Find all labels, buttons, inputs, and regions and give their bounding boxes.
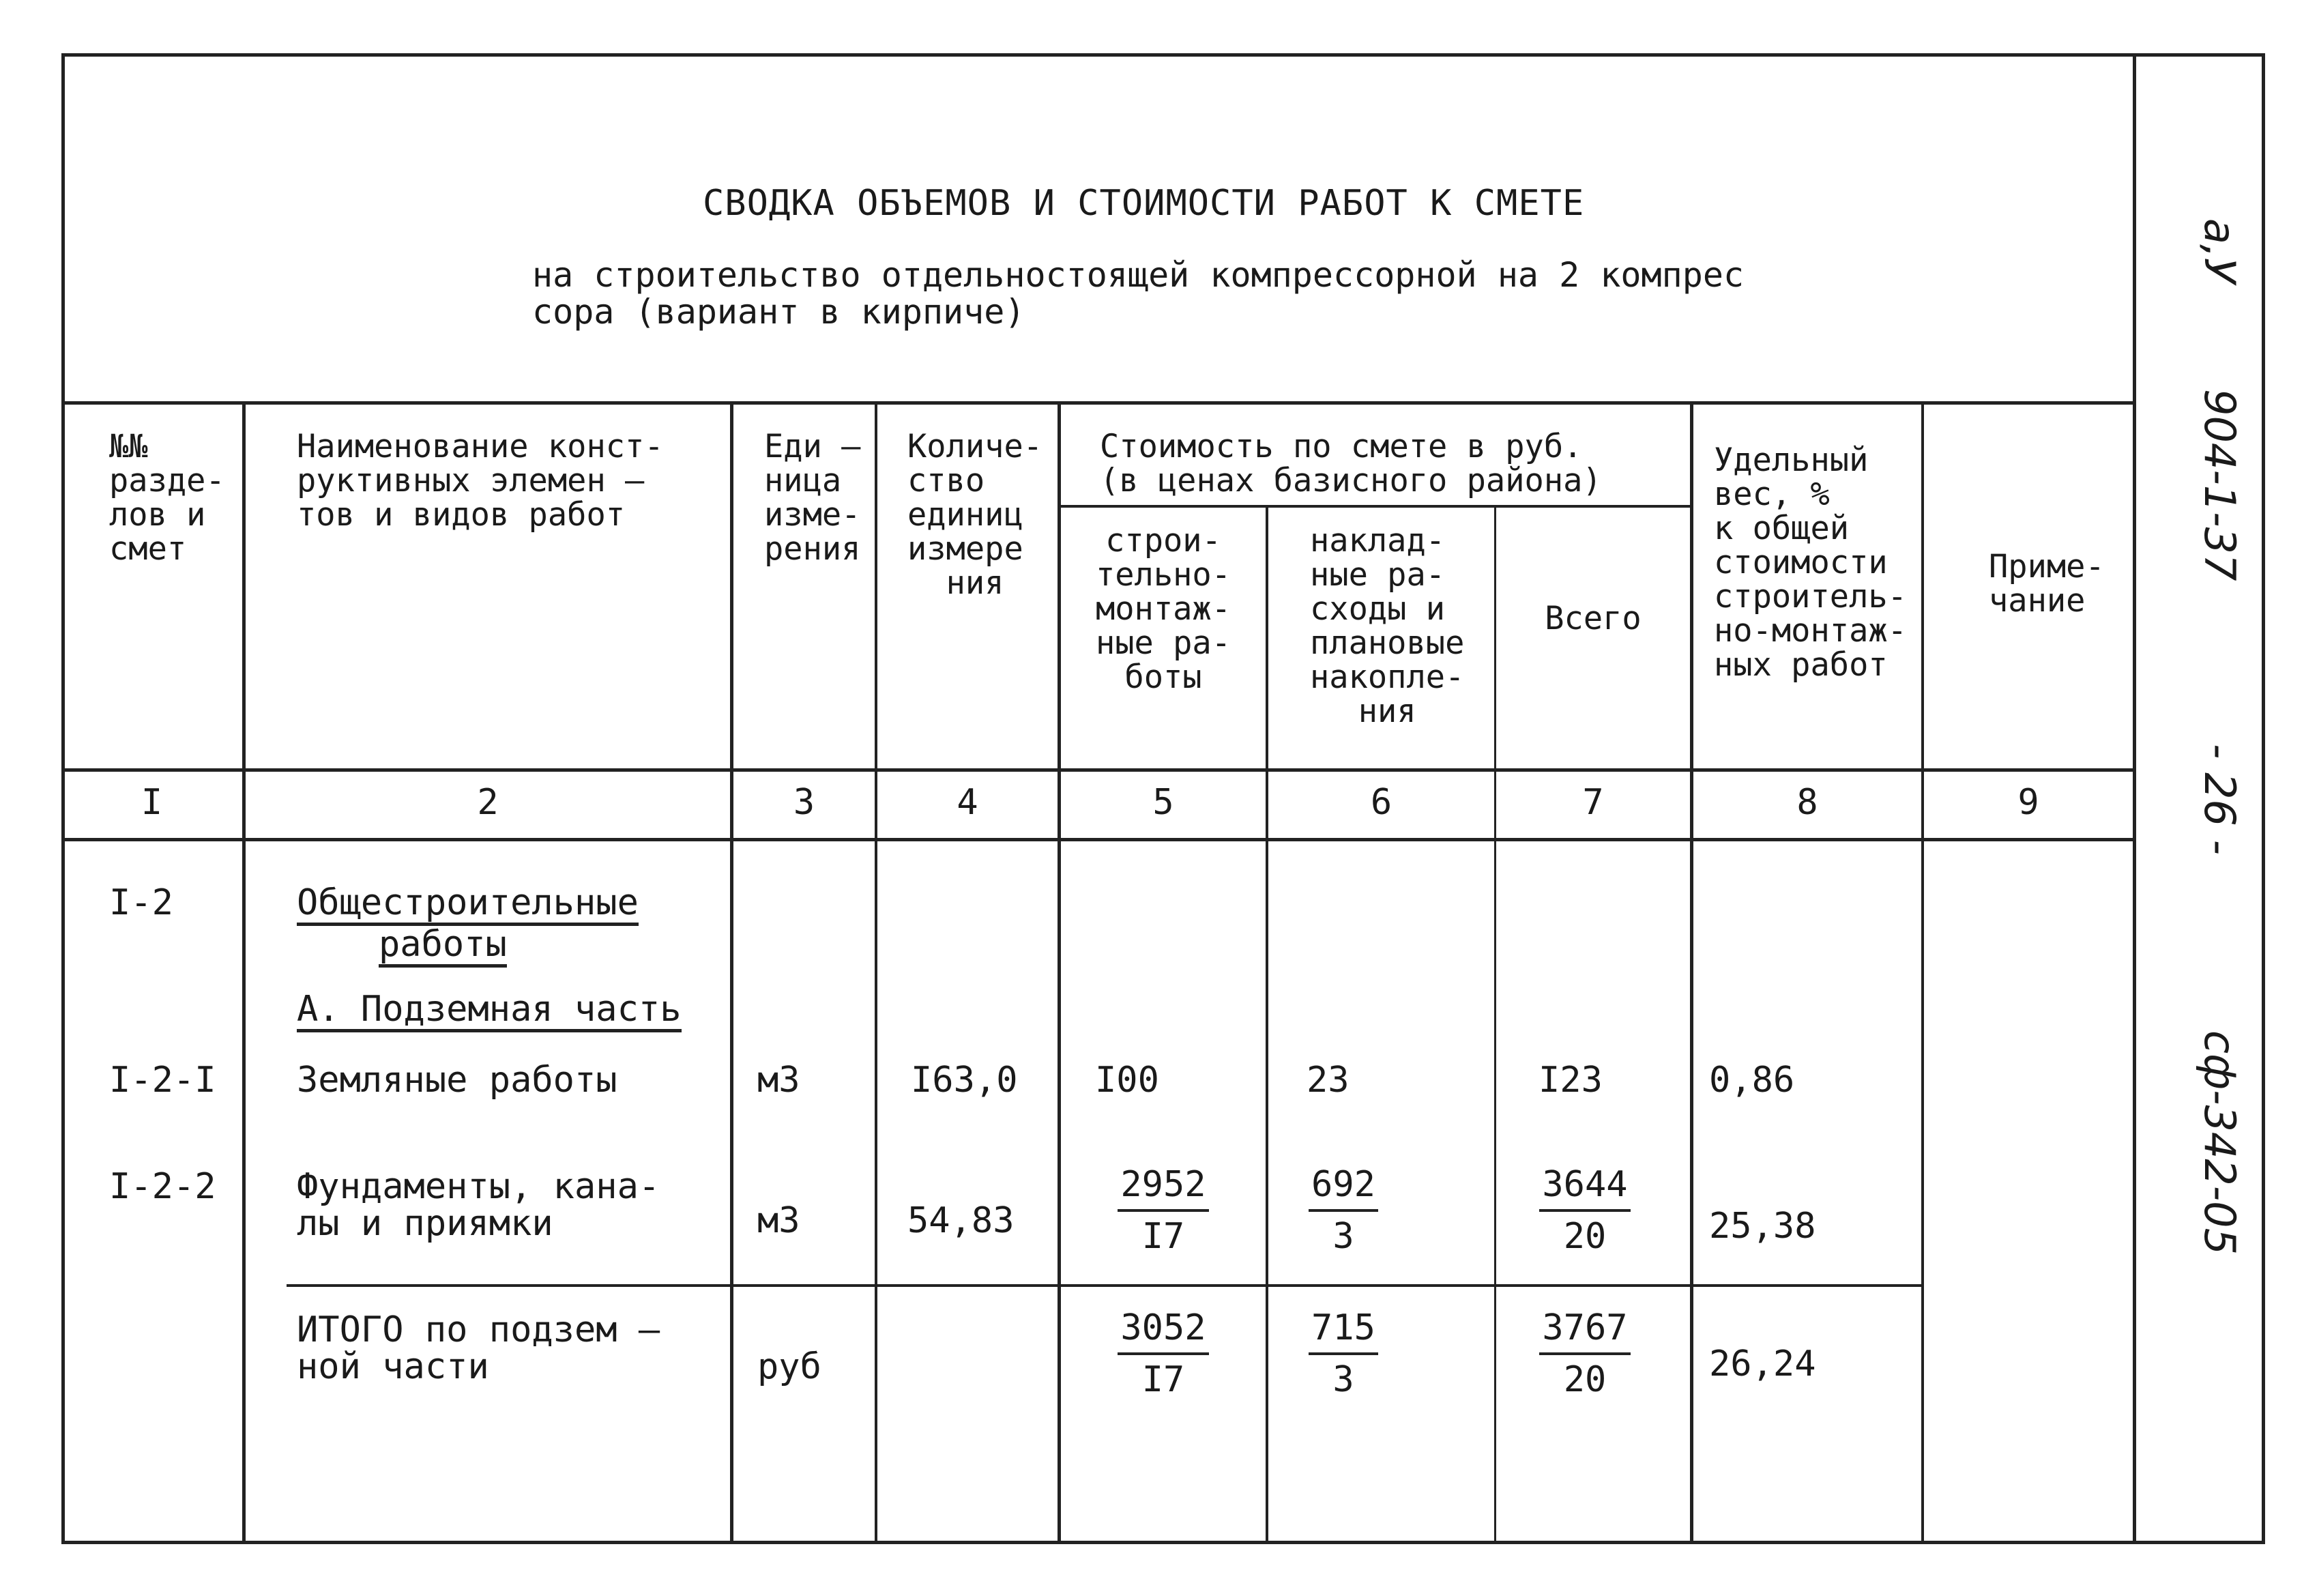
document-subtitle-1: на строительство отдельностоящей компрессорной на 2 компрес (532, 255, 1745, 295)
column-number-bottom-line (61, 838, 2133, 841)
header-col3: Еди – ница изме- рения (764, 428, 861, 568)
header-col4: Количе- ство единиц измере ния (907, 428, 1043, 602)
stamp-sheet: а,У (2195, 218, 2245, 284)
foundations-qty: 54,83 (907, 1200, 1015, 1241)
foundations-code: I-2-2 (109, 1166, 216, 1207)
earthworks-c7: I23 (1539, 1060, 1603, 1101)
col-line-2 (730, 401, 733, 1544)
foundations-c7: 3644 20 (1496, 1160, 1674, 1261)
colnum-1: I (141, 782, 163, 823)
total-name: ИТОГО по подзем – ной части (297, 1309, 660, 1387)
earthworks-c8: 0,86 (1709, 1060, 1795, 1101)
header-cost-group: Стоимость по смете в руб. (в ценах базисного района) (1100, 428, 1602, 499)
earthworks-code: I-2-I (109, 1060, 216, 1101)
foundations-unit: м3 (757, 1200, 800, 1241)
earthworks-qty: I63,0 (911, 1060, 1018, 1101)
header-col2: Наименование конст- руктивных элемен – тов и видов работ (297, 428, 664, 534)
document-subtitle-2: сора (вариант в кирпиче) (532, 292, 1025, 332)
colnum-8: 8 (1796, 782, 1818, 823)
header-col6: наклад- ные ра- сходы и плановые накопле- ния (1310, 522, 1465, 730)
stamp-code: 904-1-37 (2195, 389, 2245, 581)
foundations-c8: 25,38 (1709, 1206, 1816, 1247)
stamp-divider (2133, 53, 2136, 1544)
total-c5: 3052 I7 (1061, 1303, 1266, 1404)
col-line-3 (875, 401, 877, 1544)
cost-group-line (1061, 505, 1690, 508)
colnum-4: 4 (957, 782, 978, 823)
total-c6: 715 3 (1268, 1303, 1418, 1404)
colnum-9: 9 (2017, 782, 2039, 823)
header-col7: Всего (1545, 600, 1642, 637)
earthworks-c5: I00 (1095, 1060, 1159, 1101)
stamp-page: - 26 - (2195, 744, 2245, 856)
col-line-8 (1921, 401, 1924, 1544)
colnum-2: 2 (477, 782, 499, 823)
subsection-name: А. Подземная часть (297, 991, 682, 1032)
colnum-5: 5 (1152, 782, 1174, 823)
foundations-c6: 692 3 (1268, 1160, 1418, 1261)
table-top-line (61, 401, 2133, 405)
header-col1: №№ разде- лов и смет (109, 428, 225, 568)
total-c8: 26,24 (1709, 1344, 1816, 1384)
header-col5: строи- тельно- монтаж- ные ра- боты (1095, 522, 1231, 696)
colnum-7: 7 (1582, 782, 1604, 823)
colnum-6: 6 (1370, 782, 1392, 823)
section-code: I-2 (109, 882, 173, 923)
col-line-1 (242, 401, 246, 1544)
earthworks-c6: 23 (1307, 1060, 1350, 1101)
total-separator-line (287, 1284, 1921, 1287)
total-c7: 3767 20 (1496, 1303, 1674, 1404)
document-title: СВОДКА ОБЪЕМОВ И СТОИМОСТИ РАБОТ К СМЕТЕ (703, 183, 1585, 224)
header-col8: Удельный вес, % к общей стоимости строитель- но-монтаж- ных работ (1714, 441, 1907, 684)
earthworks-unit: м3 (757, 1060, 800, 1101)
earthworks-name: Земляные работы (297, 1060, 617, 1101)
col-line-7 (1690, 401, 1693, 1544)
column-number-top-line (61, 768, 2133, 772)
section-name: Общестроительные работы (297, 884, 639, 968)
total-unit: руб (757, 1346, 821, 1387)
foundations-c5: 2952 I7 (1061, 1160, 1266, 1261)
stamp-album: сф-342-05 (2195, 1030, 2245, 1256)
header-col9: Приме- чание (1989, 548, 2105, 620)
colnum-3: 3 (793, 782, 815, 823)
foundations-name: Фундаменты, кана- лы и приямки (297, 1166, 660, 1244)
